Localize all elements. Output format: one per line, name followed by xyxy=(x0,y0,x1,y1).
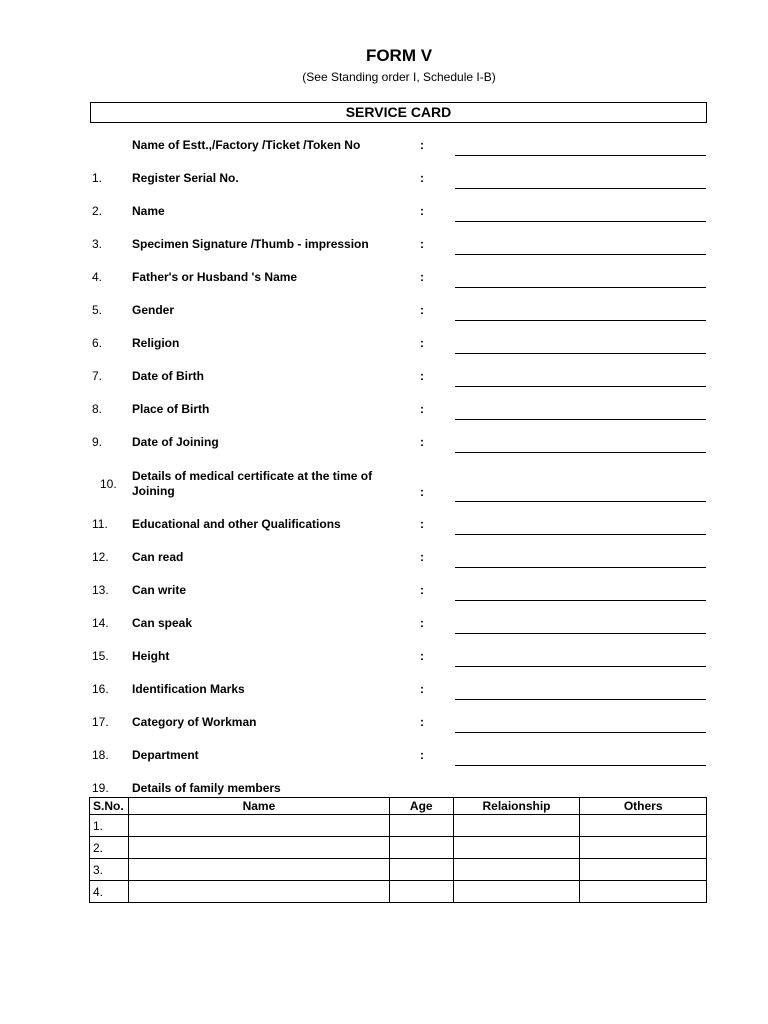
column-header-sno: S.No. xyxy=(90,798,129,815)
column-header-name: Name xyxy=(128,798,389,815)
form-field-row xyxy=(0,336,768,366)
field-colon: : xyxy=(420,237,424,251)
service-card-heading: SERVICE CARD xyxy=(90,102,707,123)
field-entry-line[interactable] xyxy=(455,188,706,189)
field-label: Name of Estt.,/Factory /Ticket /Token No xyxy=(132,138,361,152)
cell-sno: 3. xyxy=(90,859,129,881)
field-colon: : xyxy=(420,138,424,152)
field-colon: : xyxy=(420,369,424,383)
form-field-row xyxy=(0,517,768,547)
field-number: 6. xyxy=(92,336,103,350)
field-number: 3. xyxy=(92,237,103,251)
field-entry-line[interactable] xyxy=(455,567,706,568)
field-number: 12. xyxy=(92,550,109,564)
form-field-row xyxy=(0,649,768,679)
field-label: Details of family members xyxy=(132,781,281,795)
cell-others[interactable] xyxy=(580,815,707,837)
field-number: 17. xyxy=(92,715,109,729)
form-field-row xyxy=(0,435,768,465)
field-entry-line[interactable] xyxy=(455,155,706,156)
table-row xyxy=(90,815,707,837)
cell-relationship[interactable] xyxy=(453,859,580,881)
family-members-heading xyxy=(0,781,768,797)
field-entry-line[interactable] xyxy=(455,600,706,601)
field-label: Can speak xyxy=(132,616,193,630)
field-entry-line[interactable] xyxy=(455,452,706,453)
field-label: Place of Birth xyxy=(132,402,210,416)
form-field-row xyxy=(0,550,768,580)
field-entry-line[interactable] xyxy=(455,287,706,288)
field-entry-line[interactable] xyxy=(455,419,706,420)
field-entry-line[interactable] xyxy=(455,221,706,222)
field-colon: : xyxy=(420,402,424,416)
cell-relationship[interactable] xyxy=(453,837,580,859)
form-field-row xyxy=(0,303,768,333)
field-number: 9. xyxy=(92,435,103,449)
table-row xyxy=(90,859,707,881)
field-number: 16. xyxy=(92,682,109,696)
field-entry-line[interactable] xyxy=(455,534,706,535)
field-entry-line[interactable] xyxy=(455,320,706,321)
form-field-row xyxy=(0,682,768,712)
form-title: FORM V xyxy=(365,46,433,65)
form-field-row xyxy=(0,715,768,745)
cell-name[interactable] xyxy=(128,859,389,881)
form-field-row xyxy=(0,237,768,267)
field-label: Can write xyxy=(132,583,187,597)
form-field-row xyxy=(0,171,768,201)
cell-name[interactable] xyxy=(128,815,389,837)
cell-age[interactable] xyxy=(389,815,453,837)
field-entry-line[interactable] xyxy=(455,353,706,354)
field-colon: : xyxy=(420,583,424,597)
field-colon: : xyxy=(420,550,424,564)
table-row xyxy=(90,837,707,859)
field-number: 7. xyxy=(92,369,103,383)
field-label: Date of Birth xyxy=(132,369,204,383)
field-colon: : xyxy=(420,270,424,284)
cell-relationship[interactable] xyxy=(453,881,580,903)
form-field-row xyxy=(0,616,768,646)
field-number: 18. xyxy=(92,748,109,762)
form-field-row xyxy=(0,402,768,432)
cell-others[interactable] xyxy=(580,837,707,859)
cell-sno: 1. xyxy=(90,815,129,837)
field-colon: : xyxy=(420,715,424,729)
field-number: 4. xyxy=(92,270,103,284)
table-header-row xyxy=(90,798,707,815)
field-colon: : xyxy=(420,303,424,317)
field-entry-line[interactable] xyxy=(455,254,706,255)
form-field-row xyxy=(0,369,768,399)
column-header-relationship: Relaionship xyxy=(453,798,580,815)
field-number: 1. xyxy=(92,171,103,185)
cell-age[interactable] xyxy=(389,859,453,881)
field-number: 11. xyxy=(92,517,108,531)
cell-sno: 2. xyxy=(90,837,129,859)
cell-relationship[interactable] xyxy=(453,815,580,837)
cell-age[interactable] xyxy=(389,837,453,859)
field-label: Gender xyxy=(132,303,175,317)
field-number: 14. xyxy=(92,616,109,630)
field-entry-line[interactable] xyxy=(455,633,706,634)
cell-sno: 4. xyxy=(90,881,129,903)
field-label: Can read xyxy=(132,550,184,564)
field-number: 2. xyxy=(92,204,103,218)
form-field-row xyxy=(0,204,768,234)
field-label: Religion xyxy=(132,336,180,350)
column-header-others: Others xyxy=(580,798,707,815)
field-label: Specimen Signature /Thumb - impression xyxy=(132,237,369,251)
field-colon: : xyxy=(420,435,424,449)
field-label: Identification Marks xyxy=(132,682,245,696)
field-number: 19. xyxy=(92,781,109,795)
cell-age[interactable] xyxy=(389,881,453,903)
field-number: 15. xyxy=(92,649,109,663)
field-label: Department xyxy=(132,748,199,762)
field-number: 8. xyxy=(92,402,103,416)
field-entry-line[interactable] xyxy=(455,386,706,387)
field-colon: : xyxy=(420,517,424,531)
cell-name[interactable] xyxy=(128,837,389,859)
table-row xyxy=(90,881,707,903)
field-colon: : xyxy=(420,171,424,185)
form-subtitle: (See Standing order I, Schedule I-B) xyxy=(302,70,496,84)
form-field-row xyxy=(0,748,768,778)
field-label: Height xyxy=(132,649,170,663)
form-field-row xyxy=(0,270,768,300)
field-number: 5. xyxy=(92,303,103,317)
field-label: Father's or Husband 's Name xyxy=(132,270,298,284)
family-members-table xyxy=(89,797,707,903)
field-label: Name xyxy=(132,204,165,218)
field-label: Educational and other Qualifications xyxy=(132,517,341,531)
form-field-row xyxy=(0,469,768,499)
field-label: Register Serial No. xyxy=(132,171,239,185)
field-colon: : xyxy=(420,649,424,663)
field-colon: : xyxy=(420,336,424,350)
field-entry-line[interactable] xyxy=(455,501,706,502)
field-number: 10. xyxy=(100,477,117,491)
form-field-row xyxy=(0,583,768,613)
field-entry-line[interactable] xyxy=(455,765,706,766)
cell-name[interactable] xyxy=(128,881,389,903)
field-entry-line[interactable] xyxy=(455,732,706,733)
field-colon: : xyxy=(420,485,424,499)
field-number: 13. xyxy=(92,583,109,597)
field-colon: : xyxy=(420,748,424,762)
cell-others[interactable] xyxy=(580,859,707,881)
field-colon: : xyxy=(420,204,424,218)
field-entry-line[interactable] xyxy=(455,699,706,700)
field-label: Details of medical certificate at the time of Joining xyxy=(132,469,373,498)
form-field-row xyxy=(0,138,768,168)
column-header-age: Age xyxy=(389,798,453,815)
field-entry-line[interactable] xyxy=(455,666,706,667)
field-label: Date of Joining xyxy=(132,435,219,449)
cell-others[interactable] xyxy=(580,881,707,903)
field-colon: : xyxy=(420,682,424,696)
field-colon: : xyxy=(420,616,424,630)
field-label: Category of Workman xyxy=(132,715,257,729)
